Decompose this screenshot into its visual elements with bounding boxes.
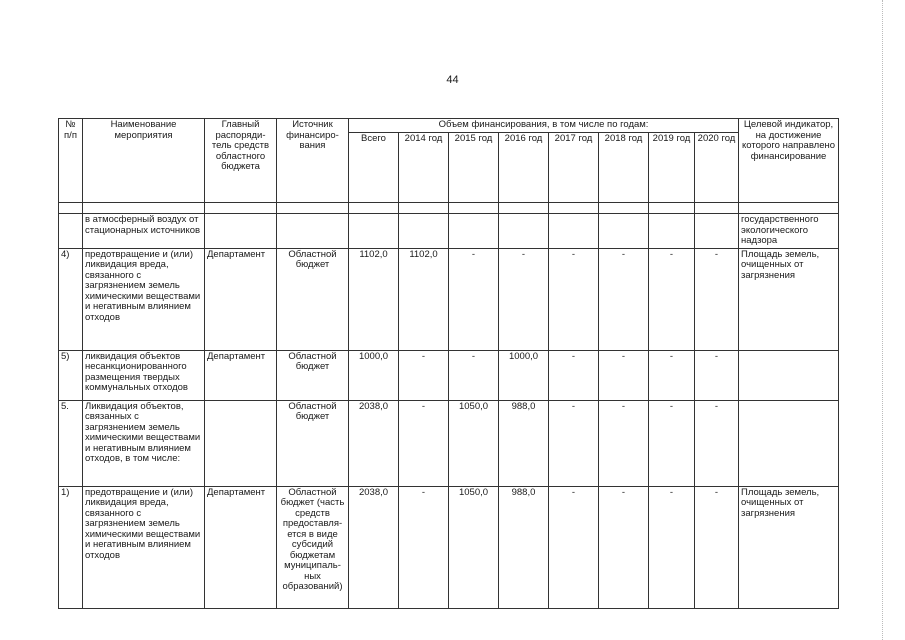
row-year: - [599,486,649,608]
scan-edge-line [882,0,883,640]
row-no: 5. [59,400,83,486]
row-year: - [499,248,549,350]
row-total: 2038,0 [349,400,399,486]
row-name: в атмосферный воздух от стационарных источников [83,214,205,249]
row-year [449,214,499,249]
header-year: 2016 год [499,133,549,203]
row-year: 988,0 [499,486,549,608]
row-year: - [549,248,599,350]
row-no [59,214,83,249]
table-row [59,350,839,400]
row-year: - [399,486,449,608]
header-manager: Главный распоряди-тель средств областного бюджета [205,119,277,203]
row-year: 1000,0 [499,350,549,400]
row-year [399,214,449,249]
header-name: Наименование мероприятия [83,119,205,203]
row-year: 1050,0 [449,400,499,486]
row-year: - [649,350,695,400]
row-year: - [549,400,599,486]
row-no: 5) [59,350,83,400]
header-year: 2019 год [649,133,695,203]
row-year: 1050,0 [449,486,499,608]
row-total: 1102,0 [349,248,399,350]
row-manager: Департамент [205,486,277,608]
row-year [599,214,649,249]
table-row [59,400,839,486]
header-indicator: Целевой индикатор, на достижение которого направлено финансирование [739,119,839,203]
header-year: 2014 год [399,133,449,203]
row-source: Областной бюджет (часть средств предоставля-ется в виде субсидий бюджетам муниципаль-ных образований) [277,486,349,608]
header-year: 2018 год [599,133,649,203]
header-year: 2017 год [549,133,599,203]
row-indicator [739,400,839,486]
table-row [59,486,839,608]
header-volume: Объем финансирования, в том числе по годам: [349,119,739,133]
row-year: - [549,486,599,608]
header-year: 2015 год [449,133,499,203]
row-year: - [599,400,649,486]
row-year: - [399,400,449,486]
header-source: Источник финансиро-вания [277,119,349,203]
row-no: 4) [59,248,83,350]
row-indicator: государственного экологического надзора [739,214,839,249]
row-year: 1102,0 [399,248,449,350]
row-year: - [549,350,599,400]
row-no: 1) [59,486,83,608]
row-name: предотвращение и (или) ликвидация вреда, связанного с загрязнением земель химическими веществами и негативным влиянием отходов [83,486,205,608]
row-year: - [449,350,499,400]
row-name: ликвидация объектов несанкционированного размещения твердых коммунальных отходов [83,350,205,400]
row-indicator [739,350,839,400]
row-year: - [695,400,739,486]
row-manager [205,400,277,486]
row-year: - [399,350,449,400]
row-year [499,214,549,249]
row-name: Ликвидация объектов, связанных с загрязнением земель химическими веществами и негативным влиянием отходов, в том числе: [83,400,205,486]
row-year: - [695,486,739,608]
header-year: 2020 год [695,133,739,203]
row-year: - [599,350,649,400]
row-manager: Департамент [205,350,277,400]
row-year: - [649,248,695,350]
row-source [277,214,349,249]
row-year: - [649,400,695,486]
table-row [59,248,839,350]
row-year [695,214,739,249]
row-year: - [449,248,499,350]
header-no: № п/п [59,119,83,203]
page-number: 44 [446,74,459,86]
row-total: 1000,0 [349,350,399,400]
row-indicator: Площадь земель, очищенных от загрязнения [739,248,839,350]
header-total: Всего [349,133,399,203]
row-year: - [695,248,739,350]
row-year [549,214,599,249]
row-total [349,214,399,249]
row-source: Областной бюджет [277,248,349,350]
row-source: Областной бюджет [277,400,349,486]
row-year [649,214,695,249]
row-source: Областной бюджет [277,350,349,400]
row-name: предотвращение и (или) ликвидация вреда, связанного с загрязнением земель химическими веществами и негативным влиянием отходов [83,248,205,350]
table-row [59,214,839,249]
row-total: 2038,0 [349,486,399,608]
row-year: - [695,350,739,400]
row-year: 988,0 [499,400,549,486]
row-year: - [649,486,695,608]
row-manager: Департамент [205,248,277,350]
row-year: - [599,248,649,350]
budget-table [58,118,839,609]
row-indicator: Площадь земель, очищенных от загрязнения [739,486,839,608]
row-manager [205,214,277,249]
